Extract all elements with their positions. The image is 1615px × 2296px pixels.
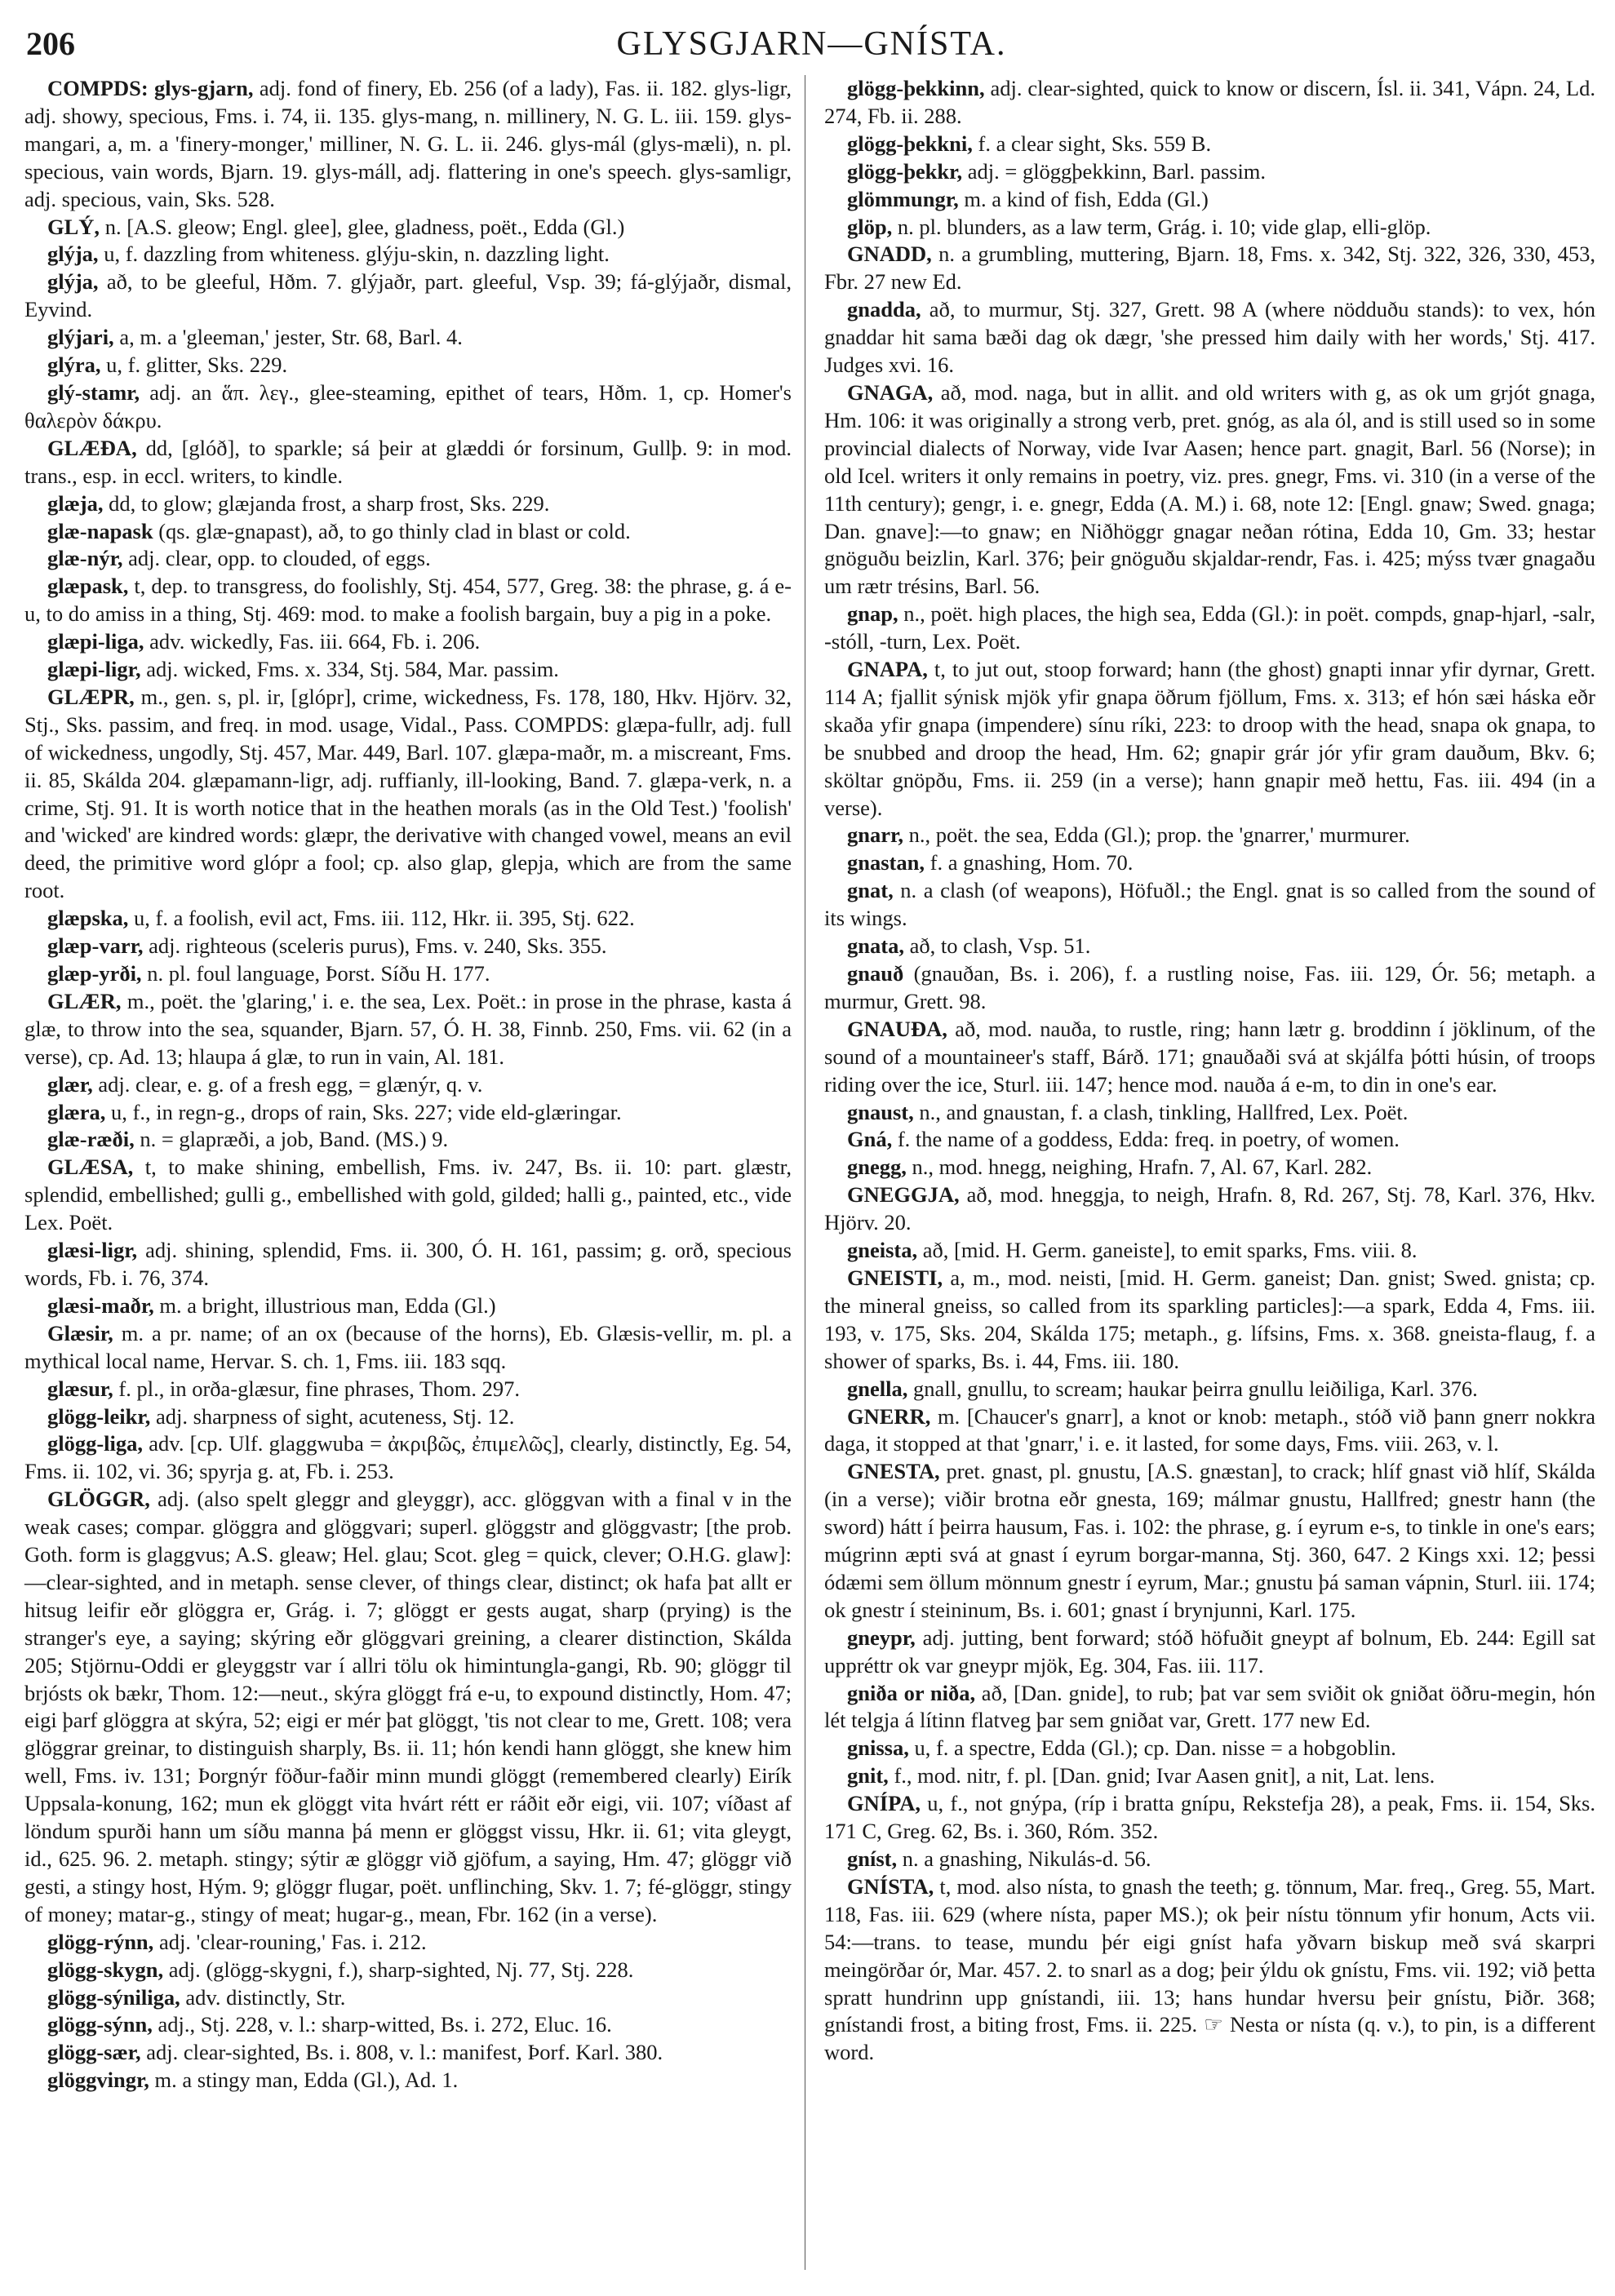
entry-headword: glæsi-maðr, xyxy=(47,1292,154,1318)
entry-definition: adj. shining, splendid, Fms. ii. 300, Ó. H. 161, passim; g. orð, specious words, Fb. i. 76, 374. xyxy=(24,1238,792,1290)
dictionary-entry xyxy=(824,241,1595,296)
entry-definition: (gnauðan, Bs. i. 206), f. a rustling noise, Fas. iii. 129, Ór. 56; metaph. a murmur, Grett. 98. xyxy=(824,961,1595,1013)
entry-headword: glögg-rýnn, xyxy=(47,1929,154,1954)
dictionary-entry xyxy=(824,296,1595,379)
entry-definition: f. pl., in orða-glæsur, fine phrases, Thom. 297. xyxy=(113,1376,520,1401)
dictionary-entry xyxy=(24,1376,792,1403)
entry-definition: adj. 'clear-rouning,' Fas. i. 212. xyxy=(153,1929,427,1954)
entry-definition: n. a gnashing, Nikulás-d. 56. xyxy=(897,1846,1151,1871)
entry-definition: m. a bright, illustrious man, Edda (Gl.) xyxy=(153,1292,496,1318)
entry-headword: Gná, xyxy=(847,1127,893,1152)
entry-headword: glæpska, xyxy=(47,906,129,931)
dictionary-entry xyxy=(824,1846,1595,1873)
dictionary-entry xyxy=(24,1320,792,1376)
entry-definition: n., poët. the sea, Edda (Gl.); prop. the 'gnarrer,' murmurer. xyxy=(903,822,1410,848)
entry-definition: u, f., not gnýpa, (ríp i bratta gnípu, Rekstefja 28), a peak, Fms. ii. 154, Sks. 171 C, Greg. 62, Bs. i. 360, Róm. 352. xyxy=(824,1791,1595,1844)
dictionary-entry xyxy=(824,75,1595,131)
entry-headword: GLÖGGR, xyxy=(47,1487,150,1512)
entry-headword: gnegg, xyxy=(847,1155,907,1180)
dictionary-entry xyxy=(24,1292,792,1320)
entry-headword: COMPDS: glys-gjarn, xyxy=(47,76,254,100)
left-column xyxy=(24,75,792,2094)
entry-headword: glýja, xyxy=(47,242,99,267)
dictionary-entry xyxy=(24,684,792,905)
entry-definition: m. [Chaucer's gnarr], a knot or knob: metaph., stóð við þann gnerr nokkra daga, it stopped at that 'gnarr,' i. e. it lasted, for some days, Fms. viii. 263, v. l. xyxy=(824,1403,1595,1456)
entry-headword: glögg-þekkr, xyxy=(847,158,963,184)
entry-headword: GLÝ, xyxy=(47,214,100,239)
dictionary-entry xyxy=(24,1957,792,1984)
dictionary-entry xyxy=(824,1237,1595,1265)
entry-headword: GLÆR, xyxy=(47,988,122,1013)
dictionary-entry xyxy=(824,1762,1595,1790)
entry-definition: n. [A.S. gleow; Engl. glee], glee, gladness, poët., Edda (Gl.) xyxy=(100,214,625,239)
entry-definition: u, f., in regn-g., drops of rain, Sks. 227; vide eld-glæringar. xyxy=(105,1099,622,1124)
dictionary-entry xyxy=(24,1099,792,1127)
entry-definition: að, mod. hneggja, to neigh, Hrafn. 8, Rd. 267, Stj. 78, Karl. 376, Hkv. Hjörv. 20. xyxy=(824,1182,1595,1235)
dictionary-entry xyxy=(824,877,1595,933)
page-title: GLYSGJARN—GNÍSTA. xyxy=(616,25,1007,63)
entry-definition: f., mod. nitr, f. pl. [Dan. gnid; Ivar Aasen gnit], a nit, Lat. lens. xyxy=(888,1763,1435,1788)
entry-definition: adv. [cp. Ulf. glaggwuba = ἀκριβῶς, ἐπιμελῶς], clearly, distinctly, Eg. 54, Fms. ii. 102, vi. 36; spyrja g. at, Fb. i. 253. xyxy=(24,1431,792,1484)
entry-definition: að, [mid. H. Germ. ganeiste], to emit sparks, Fms. viii. 8. xyxy=(917,1238,1418,1263)
dictionary-entry xyxy=(824,1099,1595,1127)
entry-headword: glæ-nýr, xyxy=(47,546,123,571)
dictionary-entry xyxy=(24,905,792,933)
dictionary-entry xyxy=(24,2011,792,2039)
dictionary-entry xyxy=(24,1929,792,1957)
entry-headword: glæp-varr, xyxy=(47,933,144,959)
entry-headword: glæp-yrði, xyxy=(47,961,142,986)
entry-definition: a, m., mod. neisti, [mid. H. Germ. ganeist; Dan. gnist; Swed. gnista; cp. the mineral gneiss, so called from its sparkling particles]:—a spark, Edda 4, Fms. iii. 193, v. 175, Sks. 204, Skálda 175; metaph., g. lífsins, Fms. x. 368. gneista-flaug, f. a shower of sparks, Bs. i. 44, Fms. iii. 180. xyxy=(824,1265,1595,1373)
entry-definition: n., mod. hnegg, neighing, Hrafn. 7, Al. 67, Karl. 282. xyxy=(906,1155,1373,1180)
entry-definition: dd, to glow; glæjanda frost, a sharp frost, Sks. 229. xyxy=(103,490,550,516)
dictionary-entry xyxy=(24,1486,792,1929)
dictionary-entry xyxy=(824,1735,1595,1762)
dictionary-entry xyxy=(824,1181,1595,1237)
entry-definition: t, dep. to transgress, do foolishly, Stj. 454, 577, Greg. 38: the phrase, g. á e-u, to do amiss in a thing, Stj. 469: mod. to make a foolish bargain, buy a pig in a poke. xyxy=(24,574,792,627)
entry-headword: glæpi-liga, xyxy=(47,629,144,654)
entry-headword: gnit, xyxy=(847,1763,889,1788)
entry-definition: n. pl. blunders, as a law term, Grág. i. 10; vide glap, elli-glöp. xyxy=(892,214,1431,239)
entry-definition: f. a clear sight, Sks. 559 B. xyxy=(972,131,1212,156)
entry-headword: gnella, xyxy=(847,1376,908,1401)
dictionary-entry xyxy=(824,1873,1595,2067)
entry-definition: n. pl. foul language, Þorst. Síðu H. 177. xyxy=(141,961,490,986)
entry-headword: glýja, xyxy=(47,269,99,295)
entry-headword: glömmungr, xyxy=(847,186,959,211)
dictionary-entry xyxy=(24,2039,792,2067)
entry-headword: glögg-sær, xyxy=(47,2040,141,2065)
dictionary-entry xyxy=(824,933,1595,960)
entry-definition: m., gen. s, pl. ir, [glópr], crime, wickedness, Fs. 178, 180, Hkv. Hjörv. 32, Stj., Sks. passim, and freq. in mod. usage, Vidal., Pass. COMPDS: glæpa-fullr, adj. full of wickedness, ungodly, Stj. 457, Mar. 449, Barl. 107. glæpa-maðr, m. a miscreant, Fms. ii. 85, Skálda 204. glæpamann-ligr, adj. ruffianly, ill-looking, Band. 7. glæpa-verk, n. a crime, Stj. 91. It is worth notice that in the heathen morals (as in the Old Test.) 'foolish' and 'wicked' are kindred words: glæpr, the derivative with changed vowel, means an evil deed, the primitive word glópr a fool; cp. also glap, glepja, which are from the same root. xyxy=(24,684,792,903)
dictionary-entry xyxy=(824,656,1595,822)
entry-headword: gnadda, xyxy=(847,297,921,322)
dictionary-entry xyxy=(824,849,1595,877)
page-number: 206 xyxy=(26,25,75,62)
entry-headword: glæpi-ligr, xyxy=(47,657,141,682)
dictionary-entry xyxy=(824,1680,1595,1735)
entry-headword: GLÆPR, xyxy=(47,684,135,709)
entry-definition: (qs. glæ-gnapast), að, to go thinly clad in blast or cold. xyxy=(153,518,631,543)
entry-definition: adj. clear, opp. to clouded, of eggs. xyxy=(122,546,431,571)
entry-headword: GNAUÐA, xyxy=(847,1016,947,1041)
entry-headword: glögg-leikr, xyxy=(47,1403,151,1429)
entry-headword: gníst, xyxy=(847,1846,898,1871)
dictionary-entry xyxy=(24,628,792,656)
entry-definition: adj. (glögg-skygni, f.), sharp-sighted, Nj. 77, Stj. 228. xyxy=(163,1957,634,1982)
entry-definition: u, f. glitter, Sks. 229. xyxy=(100,352,288,378)
entry-headword: glöggvingr, xyxy=(47,2068,149,2093)
dictionary-entry xyxy=(24,1430,792,1486)
entry-definition: m. a kind of fish, Edda (Gl.) xyxy=(958,186,1209,211)
entry-headword: glæpask, xyxy=(47,574,129,599)
right-column xyxy=(824,75,1595,2067)
dictionary-entry xyxy=(24,75,792,214)
entry-definition: adj. clear-sighted, quick to know or discern, Ísl. ii. 341, Vápn. 24, Ld. 274, Fb. ii. 288. xyxy=(824,76,1595,128)
dictionary-entry xyxy=(24,656,792,684)
entry-definition: að, to be gleeful, Hðm. 7. glýjaðr, part. gleeful, Vsp. 39; fá-glýjaðr, dismal, Eyvind. xyxy=(24,269,792,322)
entry-definition: adj. (also spelt gleggr and gleyggr), acc. glöggvan with a final v in the weak cases; compar. glöggra and glöggvari; superl. glöggstr and glöggvastr; [the prob. Goth. form is glaggvus; A.S. gleaw; Hel. glau; Scot. gleg = quick, clever; O.H.G. glaw]:—clear-sighted, and in metaph. sense clever, of things clear, distinct; ok hafa þat allt er hitsug leifir eðr glöggra er, Grág. i. 7; glöggt er gests augat, sharp (prying) is the stranger's eye, a saying; skýring eðr glöggvari greining, a clearer distinction, Skálda 205; Stjörnu-Oddi er gleyggstr var í allri tölu ok himintungla-gangi, Rb. 90; glöggr til brjósts ok bækr, Thom. 12:—neut., skýra glöggt frá e-u, to expound distinctly, Hom. 47; eigi þarf glöggra at skýra, 52; eigi er mér þat glöggt, 'tis not clear to me, Grett. 108; vera glöggrar greinar, to distinguish sharply, Bs. ii. 11; hón kendi hann glöggt, she knew him well, Fms. iv. 131; Þorgnýr föður-faðir minn mundi glöggt (remembered clearly) Eirík Uppsala-konung, 162; mun ek glöggt vita hvárt rétt er ráðit eðr eigi, vii. 107; víðast af löndum spurði hann um síðu manna þá menn er glöggst vissu, Hkr. ii. 61; vita gleygt, id., 625. 96. 2. metaph. stingy; sýtir æ glöggr við gjöfum, a saying, Hm. 47; glöggr við gesti, a stingy host, Hým. 9; glöggr flugar, poët. unflinching, Skv. 1. 7; fé-glöggr, stingy of money; matar-g., stingy of meat; hugar-g., mean, Fbr. 162 (in a verse). xyxy=(24,1487,792,1926)
entry-headword: gneypr, xyxy=(847,1624,916,1650)
entry-headword: GNÍSTA, xyxy=(847,1873,934,1899)
entry-headword: gnissa, xyxy=(847,1735,909,1761)
entry-headword: GNEGGJA, xyxy=(847,1182,960,1208)
entry-headword: glýra, xyxy=(47,352,101,378)
entry-headword: GLÆSA, xyxy=(47,1155,134,1180)
dictionary-entry xyxy=(824,379,1595,601)
dictionary-entry xyxy=(824,186,1595,214)
dictionary-entry xyxy=(24,268,792,324)
dictionary-entry xyxy=(824,214,1595,242)
entry-headword: glögg-þekkinn, xyxy=(847,76,985,100)
dictionary-entry xyxy=(24,545,792,573)
entry-headword: GNADD, xyxy=(847,242,932,267)
entry-headword: Glæsir, xyxy=(47,1320,113,1345)
entry-definition: að, mod. nauða, to rustle, ring; hann lætr g. broddinn í jöklinum, of the sound of a mountaineer's staff, Bárð. 171; gnauðaði svá at skjálfa þótti húsin, of troops riding over the ice, Sturl. iii. 147; hence mod. nauða á e-m, to din in one's ear. xyxy=(824,1016,1595,1097)
entry-headword: gniða or niða, xyxy=(847,1680,976,1705)
entry-headword: gnauð xyxy=(847,961,904,986)
dictionary-entry xyxy=(824,1016,1595,1099)
entry-definition: adj. sharpness of sight, acuteness, Stj. 12. xyxy=(150,1403,515,1429)
entry-definition: n., and gnaustan, f. a clash, tinkling, Hallfred, Lex. Poët. xyxy=(913,1099,1409,1124)
entry-headword: glögg-þekkni, xyxy=(847,131,973,156)
dictionary-entry xyxy=(824,822,1595,849)
entry-headword: GNERR, xyxy=(847,1403,931,1429)
entry-definition: pret. gnast, pl. gnustu, [A.S. gnæstan], to crack; hlíf gnast við hlíf, Skálda (in a verse); viðir brotna eðr gnesta, 169; málmar gnustu, Hallfred; gnestr hann (the sword) hátt í þeirra hausum, Fas. i. 102: the phrase, g. í eyrum e-s, to tinkle in one's ears; múgrinn æpti svá at gnast í eyrum borgar-manna, Stj. 360, 647. 2 Kings xxi. 12; þessi ódæmi sem öllum mönnum gnestr í eyrum, Mar.; gnustu þá saman vápnin, Sturl. iii. 174; ok gnestr í steininum, Bs. i. 601; gnast í brynjunni, Karl. 175. xyxy=(824,1459,1595,1622)
entry-definition: a, m. a 'gleeman,' jester, Str. 68, Barl. 4. xyxy=(113,325,463,350)
entry-definition: adj. clear-sighted, Bs. i. 808, v. l.: manifest, Þorf. Karl. 380. xyxy=(140,2040,663,2065)
dictionary-entry xyxy=(24,988,792,1071)
entry-headword: glögg-liga, xyxy=(47,1431,144,1456)
entry-headword: gnat, xyxy=(847,878,894,903)
dictionary-entry xyxy=(824,1154,1595,1181)
entry-definition: adj., Stj. 228, v. l.: sharp-witted, Bs. i. 272, Eluc. 16. xyxy=(152,2012,612,2037)
dictionary-entry xyxy=(24,379,792,435)
entry-headword: gnata, xyxy=(847,933,904,959)
dictionary-entry xyxy=(824,1265,1595,1376)
entry-headword: glögg-sýniliga, xyxy=(47,1984,180,2010)
entry-headword: glæra, xyxy=(47,1099,106,1124)
dictionary-entry xyxy=(824,131,1595,158)
entry-headword: glæ-ræði, xyxy=(47,1127,135,1152)
entry-definition: m., poët. the 'glaring,' i. e. the sea, Lex. Poët.: in prose in the phrase, kasta á glæ, to throw into the sea, squander, Bjarn. 57, Ó. H. 38, Finnb. 250, Fms. vii. 62 (in a verse), cp. Ad. 13; hlaupa á glæ, to run in vain, Al. 181. xyxy=(24,988,792,1069)
dictionary-entry xyxy=(824,1458,1595,1624)
entry-headword: gnap, xyxy=(847,601,898,627)
page-header xyxy=(26,24,1597,70)
entry-definition: m. a pr. name; of an ox (because of the horns), Eb. Glæsis-vellir, m. pl. a mythical local name, Hervar. S. ch. 1, Fms. iii. 183 sqq. xyxy=(24,1320,792,1373)
entry-headword: glýjari, xyxy=(47,325,114,350)
entry-definition: u, f. a spectre, Edda (Gl.); cp. Dan. nisse = a hobgoblin. xyxy=(908,1735,1396,1761)
entry-definition: adj. wicked, Fms. x. 334, Stj. 584, Mar. passim. xyxy=(140,657,559,682)
entry-headword: GNAGA, xyxy=(847,379,934,405)
entry-headword: glögg-sýnn, xyxy=(47,2012,153,2037)
entry-definition: adj. righteous (sceleris purus), Fms. v. 240, Sks. 355. xyxy=(143,933,607,959)
entry-definition: u, f. a foolish, evil act, Fms. iii. 112, Hkr. ii. 395, Stj. 622. xyxy=(128,906,635,931)
dictionary-entry xyxy=(824,960,1595,1016)
entry-definition: adv. wickedly, Fas. iii. 664, Fb. i. 206. xyxy=(144,629,481,654)
dictionary-entry xyxy=(24,1126,792,1154)
entry-headword: glæsur, xyxy=(47,1376,113,1401)
dictionary-entry xyxy=(24,324,792,352)
dictionary-entry xyxy=(824,158,1595,186)
dictionary-entry xyxy=(824,1790,1595,1846)
entry-headword: gnaust, xyxy=(847,1099,914,1124)
dictionary-entry xyxy=(24,1071,792,1099)
entry-definition: u, f. dazzling from whiteness. glýju-skin, n. dazzling light. xyxy=(98,242,610,267)
entry-definition: adj. = glöggþekkinn, Barl. passim. xyxy=(962,158,1267,184)
entry-definition: f. the name of a goddess, Edda: freq. in poetry, of women. xyxy=(892,1127,1400,1152)
dictionary-entry xyxy=(24,2067,792,2094)
entry-headword: glæ-napask xyxy=(47,518,153,543)
entry-headword: GNAPA, xyxy=(847,657,928,682)
entry-headword: gnarr, xyxy=(847,822,903,848)
entry-definition: t, to jut out, stoop forward; hann (the ghost) gnapti innar yfir dyrnar, Grett. 114 A; fjallit sýnisk mjök yfir gnapa öðrum fjöllum, Fms. x. 313; ef hón sæi háska eðr skaða yfir gnapa (impendere) sínu ríki, 223: to droop with the head, snapa ok gnapa, to be snubbed and droop the head, Hm. 62; gnapir grár jór yfir gram dauðum, Bkv. 6; sköltar gnöpðu, Fms. ii. 259 (in a verse); hann gnapir með hettu, Fas. iii. 494 (in a verse). xyxy=(824,657,1595,820)
entry-headword: gnastan, xyxy=(847,850,925,875)
dictionary-entry xyxy=(824,1403,1595,1459)
dictionary-entry xyxy=(24,352,792,379)
entry-headword: glögg-skygn, xyxy=(47,1957,164,1982)
entry-definition: m. a stingy man, Edda (Gl.), Ad. 1. xyxy=(149,2068,459,2093)
dictionary-entry xyxy=(24,1984,792,2012)
entry-headword: glöp, xyxy=(847,214,893,239)
dictionary-entry xyxy=(24,435,792,490)
dictionary-entry xyxy=(24,960,792,988)
entry-headword: gneista, xyxy=(847,1238,918,1263)
entry-headword: glý-stamr, xyxy=(47,379,140,405)
entry-definition: dd, [glóð], to sparkle; sá þeir at glæddi ór forsinum, Gullþ. 9: in mod. trans., esp. in eccl. writers, to kindle. xyxy=(24,435,792,488)
dictionary-entry xyxy=(24,518,792,546)
entry-definition: n. a grumbling, muttering, Bjarn. 18, Fms. x. 342, Stj. 322, 326, 330, 453, Fbr. 27 new Ed. xyxy=(824,242,1595,295)
dictionary-entry xyxy=(24,1237,792,1292)
entry-headword: GLÆÐA, xyxy=(47,435,137,460)
dictionary-entry xyxy=(824,601,1595,656)
dictionary-entry xyxy=(824,1624,1595,1680)
entry-definition: t, mod. also nísta, to gnash the teeth; g. tönnum, Mar. freq., Greg. 55, Mart. 118, Fas. iii. 629 (where nísta, paper MS.); ok þeir nístu tönnum yfir honum, Acts vii. 54:—trans. to tease, mundu þér eigi gníst hafa yðvarn biskup með svá skarpri meingörðar ór, Mar. 457. 2. to snarl as a dog; þeir ýldu ok gnístu, Fms. vii. 192; við þetta spratt hundrinn upp gnístandi, iii. 13; hans hundar hversu þeir gnístu, Þiðr. 368; gnístandi frost, a biting frost, Fms. ii. 225. ☞ Nesta or nísta (q. v.), to pin, is a different word. xyxy=(824,1873,1595,2065)
entry-headword: glæsi-ligr, xyxy=(47,1238,138,1263)
entry-headword: glæja, xyxy=(47,490,104,516)
dictionary-entry xyxy=(24,490,792,518)
entry-headword: glær, xyxy=(47,1071,93,1097)
dictionary-entry xyxy=(24,241,792,268)
entry-headword: GNESTA, xyxy=(847,1459,940,1484)
dictionary-entry xyxy=(24,214,792,242)
entry-definition: adv. distinctly, Str. xyxy=(180,1984,346,2010)
entry-headword: GNEISTI, xyxy=(847,1265,943,1290)
entry-definition: t, to make shining, embellish, Fms. iv. 247, Bs. ii. 10: part. glæstr, splendid, embellished; gulli g., embellished with gold, gilded; halli g., painted, etc., vide Lex. Poët. xyxy=(24,1155,792,1235)
entry-definition: að, [Dan. gnide], to rub; þat var sem sviðit ok gniðat öðru-megin, hón lét telgja á lítinn flatveg þar sem gniðat var, Grett. 177 new Ed. xyxy=(824,1680,1595,1733)
entry-definition: adj. an ἅπ. λεγ., glee-steaming, epithet of tears, Hðm. 1, cp. Homer's θαλερὸν δάκρυ. xyxy=(24,379,792,432)
entry-headword: GNÍPA, xyxy=(847,1791,921,1816)
entry-definition: n. = glapræði, a job, Band. (MS.) 9. xyxy=(134,1127,449,1152)
dictionary-entry xyxy=(24,573,792,628)
entry-definition: adj. jutting, bent forward; stóð höfuðit gneypt af bolnum, Eb. 244: Egill sat uppréttr ok var gneypr mjök, Eg. 304, Fas. iii. 117. xyxy=(824,1624,1595,1678)
entry-definition: að, mod. naga, but in allit. and old writers with g, as ok um grjót gnaga, Hm. 106: it was originally a strong verb, pret. gnóg, as ala ól, and is still used so in some provincial dialects of Norway, vide Ivar Aasen; hence part. gnagit, Barl. 56 (Norse); in old Icel. writers it only remains in poetry, viz. pres. gnegr, Fms. vi. 310 (in a verse of the 11th century); gengr, i. e. gnegr, Edda (A. M.) i. 68, note 12: [Engl. gnaw; Swed. gnaga; Dan. gnave]:—to gnaw; en Niðhöggr gnagar neðan rótina, Edda 10, Gm. 33; hestar gnöguðu beizlin, Karl. 376; þeir gnöguðu skjaldar-rendr, Fas. i. 425; mýss tvær gnagaðu um rætr trésins, Barl. 56. xyxy=(824,379,1595,599)
dictionary-entry xyxy=(24,933,792,960)
entry-definition: að, to murmur, Stj. 327, Grett. 98 A (where nödduðu stands): to vex, hón gnaddar hit sama bæði dag ok dægr, 'she pressed him daily with her words,' Stj. 417. Judges xvi. 16. xyxy=(824,297,1595,378)
dictionary-entry xyxy=(24,1403,792,1431)
entry-definition: gnall, gnullu, to scream; haukar þeirra gnullu leiðiliga, Karl. 376. xyxy=(907,1376,1478,1401)
entry-definition: adj. fond of finery, Eb. 256 (of a lady), Fas. ii. 182. glys-ligr, adj. showy, specious, Fms. i. 74, ii. 135. glys-mang, n. millinery, N. G. L. iii. 159. glys-mangari, a, m. a 'finery-monger,' milliner, N. G. L. ii. 246. glys-mál (glys-mæli), n. pl. specious, vain words, Bjarn. 19. glys-máll, adj. flattering in one's speech. glys-samligr, adj. specious, vain, Sks. 528. xyxy=(24,76,792,211)
dictionary-entry xyxy=(824,1126,1595,1154)
dictionary-entry xyxy=(824,1376,1595,1403)
dictionary-entry xyxy=(24,1154,792,1237)
entry-definition: að, to clash, Vsp. 51. xyxy=(903,933,1091,959)
entry-definition: f. a gnashing, Hom. 70. xyxy=(925,850,1134,875)
entry-definition: adj. clear, e. g. of a fresh egg, = glænýr, q. v. xyxy=(92,1071,483,1097)
entry-definition: n. a clash (of weapons), Höfuðl.; the Engl. gnat is so called from the sound of its wings. xyxy=(824,878,1595,931)
entry-definition: n., poët. high places, the high sea, Edda (Gl.): in poët. compds, gnap-hjarl, -salr, -stóll, -turn, Lex. Poët. xyxy=(824,601,1595,654)
